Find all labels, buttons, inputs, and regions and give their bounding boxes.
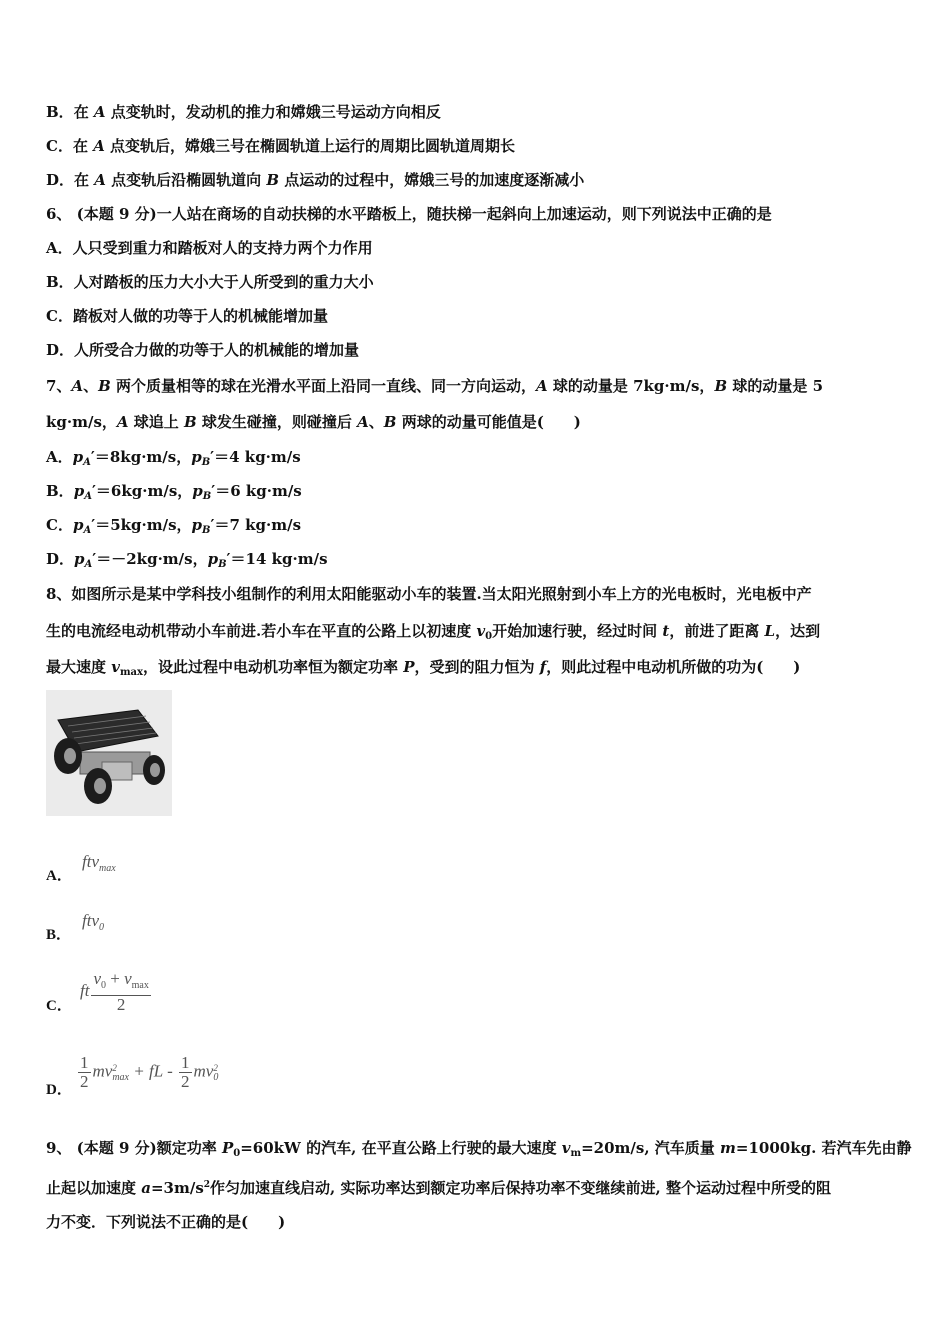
q8-stem-line3: 最大速度 $v_{max}$，设此过程中电动机功率恒为额定功率 P，受到的阻力恒为 f，则此过程中电动机所做的功为( ) xyxy=(46,658,801,678)
q9-stem-line2: 止起以加速度 $a=3m/s^2$作匀加速直线启动, 实际功率达到额定功率后保持功率不变继续前进, 整个运动过程中所受的阻 xyxy=(46,1179,831,1197)
q8-option-b-label: B． xyxy=(46,927,72,943)
q8-option-a-label: A． xyxy=(46,868,72,884)
q8-option-d-label: D． xyxy=(46,1082,72,1098)
q7-option-b: B．$p_A'=6kg\cdot m/s$，$p_B'=6$ kg·m/s xyxy=(46,482,302,502)
solar-car-image xyxy=(46,690,172,816)
q7-stem-line2: kg·m/s，A 球追上 B 球发生碰撞，则碰撞后 A、B 两球的动量可能值是( ) xyxy=(46,413,581,431)
q7-option-c: C．$p_A'=5kg\cdot m/s$，$p_B'=7$ kg·m/s xyxy=(46,516,302,536)
solar-car-illustration xyxy=(46,690,172,816)
q6-option-d: D．人所受合力做的功等于人的机械能的增加量 xyxy=(46,341,360,359)
q9-stem-line1: 9、 (本题 9 分)额定功率 $P_0=60kW$ 的汽车, 在平直公路上行驶的最大速度 $v_m=20m/s$, 汽车质量 m=1000kg. 若汽车先由静 xyxy=(46,1139,912,1159)
q6-option-b: B．人对踏板的压力大小大于人所受到的重力大小 xyxy=(46,273,374,291)
q5-option-b: B．在 A 点变轨时，发动机的推力和嫦娥三号运动方向相反 xyxy=(46,103,441,121)
q7-option-d: D．$p_A'=-2kg\cdot m/s$，$p_B'=14$ kg·m/s xyxy=(46,550,328,570)
q9-stem-line3: 力不变．下列说法不正确的是( ) xyxy=(46,1213,286,1231)
q8-stem-line1: 8、如图所示是某中学科技小组制作的利用太阳能驱动小车的装置.当太阳光照射到小车上方的光电板时，光电板中产 xyxy=(46,585,812,603)
q8-option-b-expr: ftv$_0$ xyxy=(82,911,104,933)
q5-option-c: C．在 A 点变轨后，嫦娥三号在椭圆轨道上运行的周期比圆轨道周期长 xyxy=(46,137,516,155)
q5-option-d: D．在 A 点变轨后沿椭圆轨道向 B 点运动的过程中，嫦娥三号的加速度逐渐减小 xyxy=(46,171,585,189)
q8-stem-line2: 生的电流经电动机带动小车前进.若小车在平直的公路上以初速度 $v_0$开始加速行驶，经过时间 t，前进了距离 L，达到 xyxy=(46,622,821,642)
q6-option-a: A．人只受到重力和踏板对人的支持力两个力作用 xyxy=(46,239,373,257)
q7-option-a: A．$p_A'=8kg\cdot m/s$，$p_B'=4$ kg·m/s xyxy=(46,448,301,468)
q8-option-d-expr: $\frac{1}{2}$ mv 2 max + fL - $\frac{1}{2}$ mv 2 0 xyxy=(80,1053,219,1091)
q6-option-c: C．踏板对人做的功等于人的机械能增加量 xyxy=(46,307,328,325)
q6-stem: 6、 (本题 9 分)一人站在商场的自动扶梯的水平踏板上，随扶梯一起斜向上加速运动，则下列说法中正确的是 xyxy=(46,205,772,223)
q8-option-c-label: C． xyxy=(46,998,72,1014)
q8-option-c-expr: ft $\frac{v_0 + v_{max}}{2}$ xyxy=(80,969,149,1014)
q8-option-a-expr: ftv$_{max}$ xyxy=(82,852,116,874)
q8-option-c-fraction: $\frac{v_0 + v_{max}}{2}$ xyxy=(93,969,149,1014)
q7-stem-line1: 7、A、B 两个质量相等的球在光滑水平面上沿同一直线、同一方向运动，A 球的动量是 7kg·m/s，B 球的动量是 5 xyxy=(46,377,824,395)
